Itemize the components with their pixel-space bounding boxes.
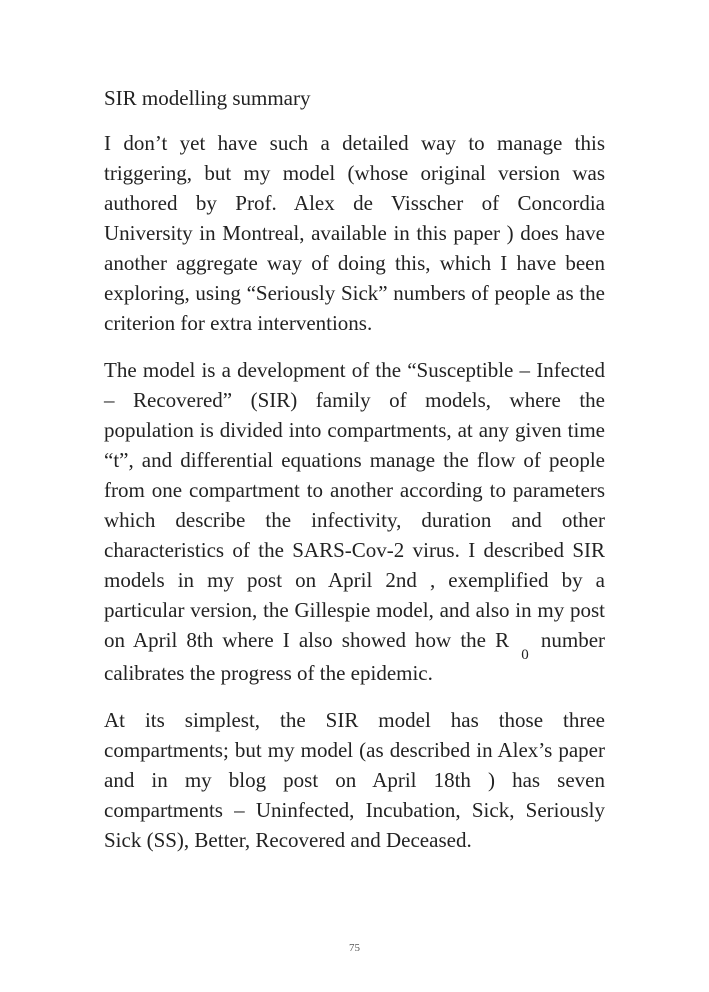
paragraph-2 [104, 355, 605, 688]
section-heading: SIR modelling summary [104, 86, 311, 110]
paragraph-2-main-text: The model is a development of the “Susceptible – Infected – Recovered” (SIR) family of models, where the population is divided into compartments, at any given time “t”, and differential equations manage the flow of people from one compartment to another according to parameters which describe the infectivity, duration and other characteristics of the SARS-Cov-2 virus. I described SIR models in my post on April 2nd , exemplified by a particular version, the Gillespie model, and also in my post on April 8th where I also showed how the R [104, 358, 605, 652]
page-body [104, 83, 605, 872]
paragraph-3: At its simplest, the SIR model has those three compartments; but my model (as described in Alex’s paper and in my blog post on April 18th ) has seven compartments – Uninfected, Incubation, Sick, Seriously Sick (SS), Better, Recovered and Deceased. [104, 708, 605, 852]
paragraph-1: I don’t yet have such a detailed way to manage this triggering, but my model (whose original version was authored by Prof. Alex de Visscher of Concordia University in Montreal, available in this paper ) does have another aggregate way of doing this, which I have been exploring, using “Seriously Sick” numbers of people as the criterion for extra interventions. [104, 131, 605, 335]
paragraph-2-tail-text: number calibrates the progress of the epidemic. [104, 628, 606, 685]
r-zero-subscript: 0 [521, 647, 529, 663]
page-number: 75 [349, 942, 360, 954]
